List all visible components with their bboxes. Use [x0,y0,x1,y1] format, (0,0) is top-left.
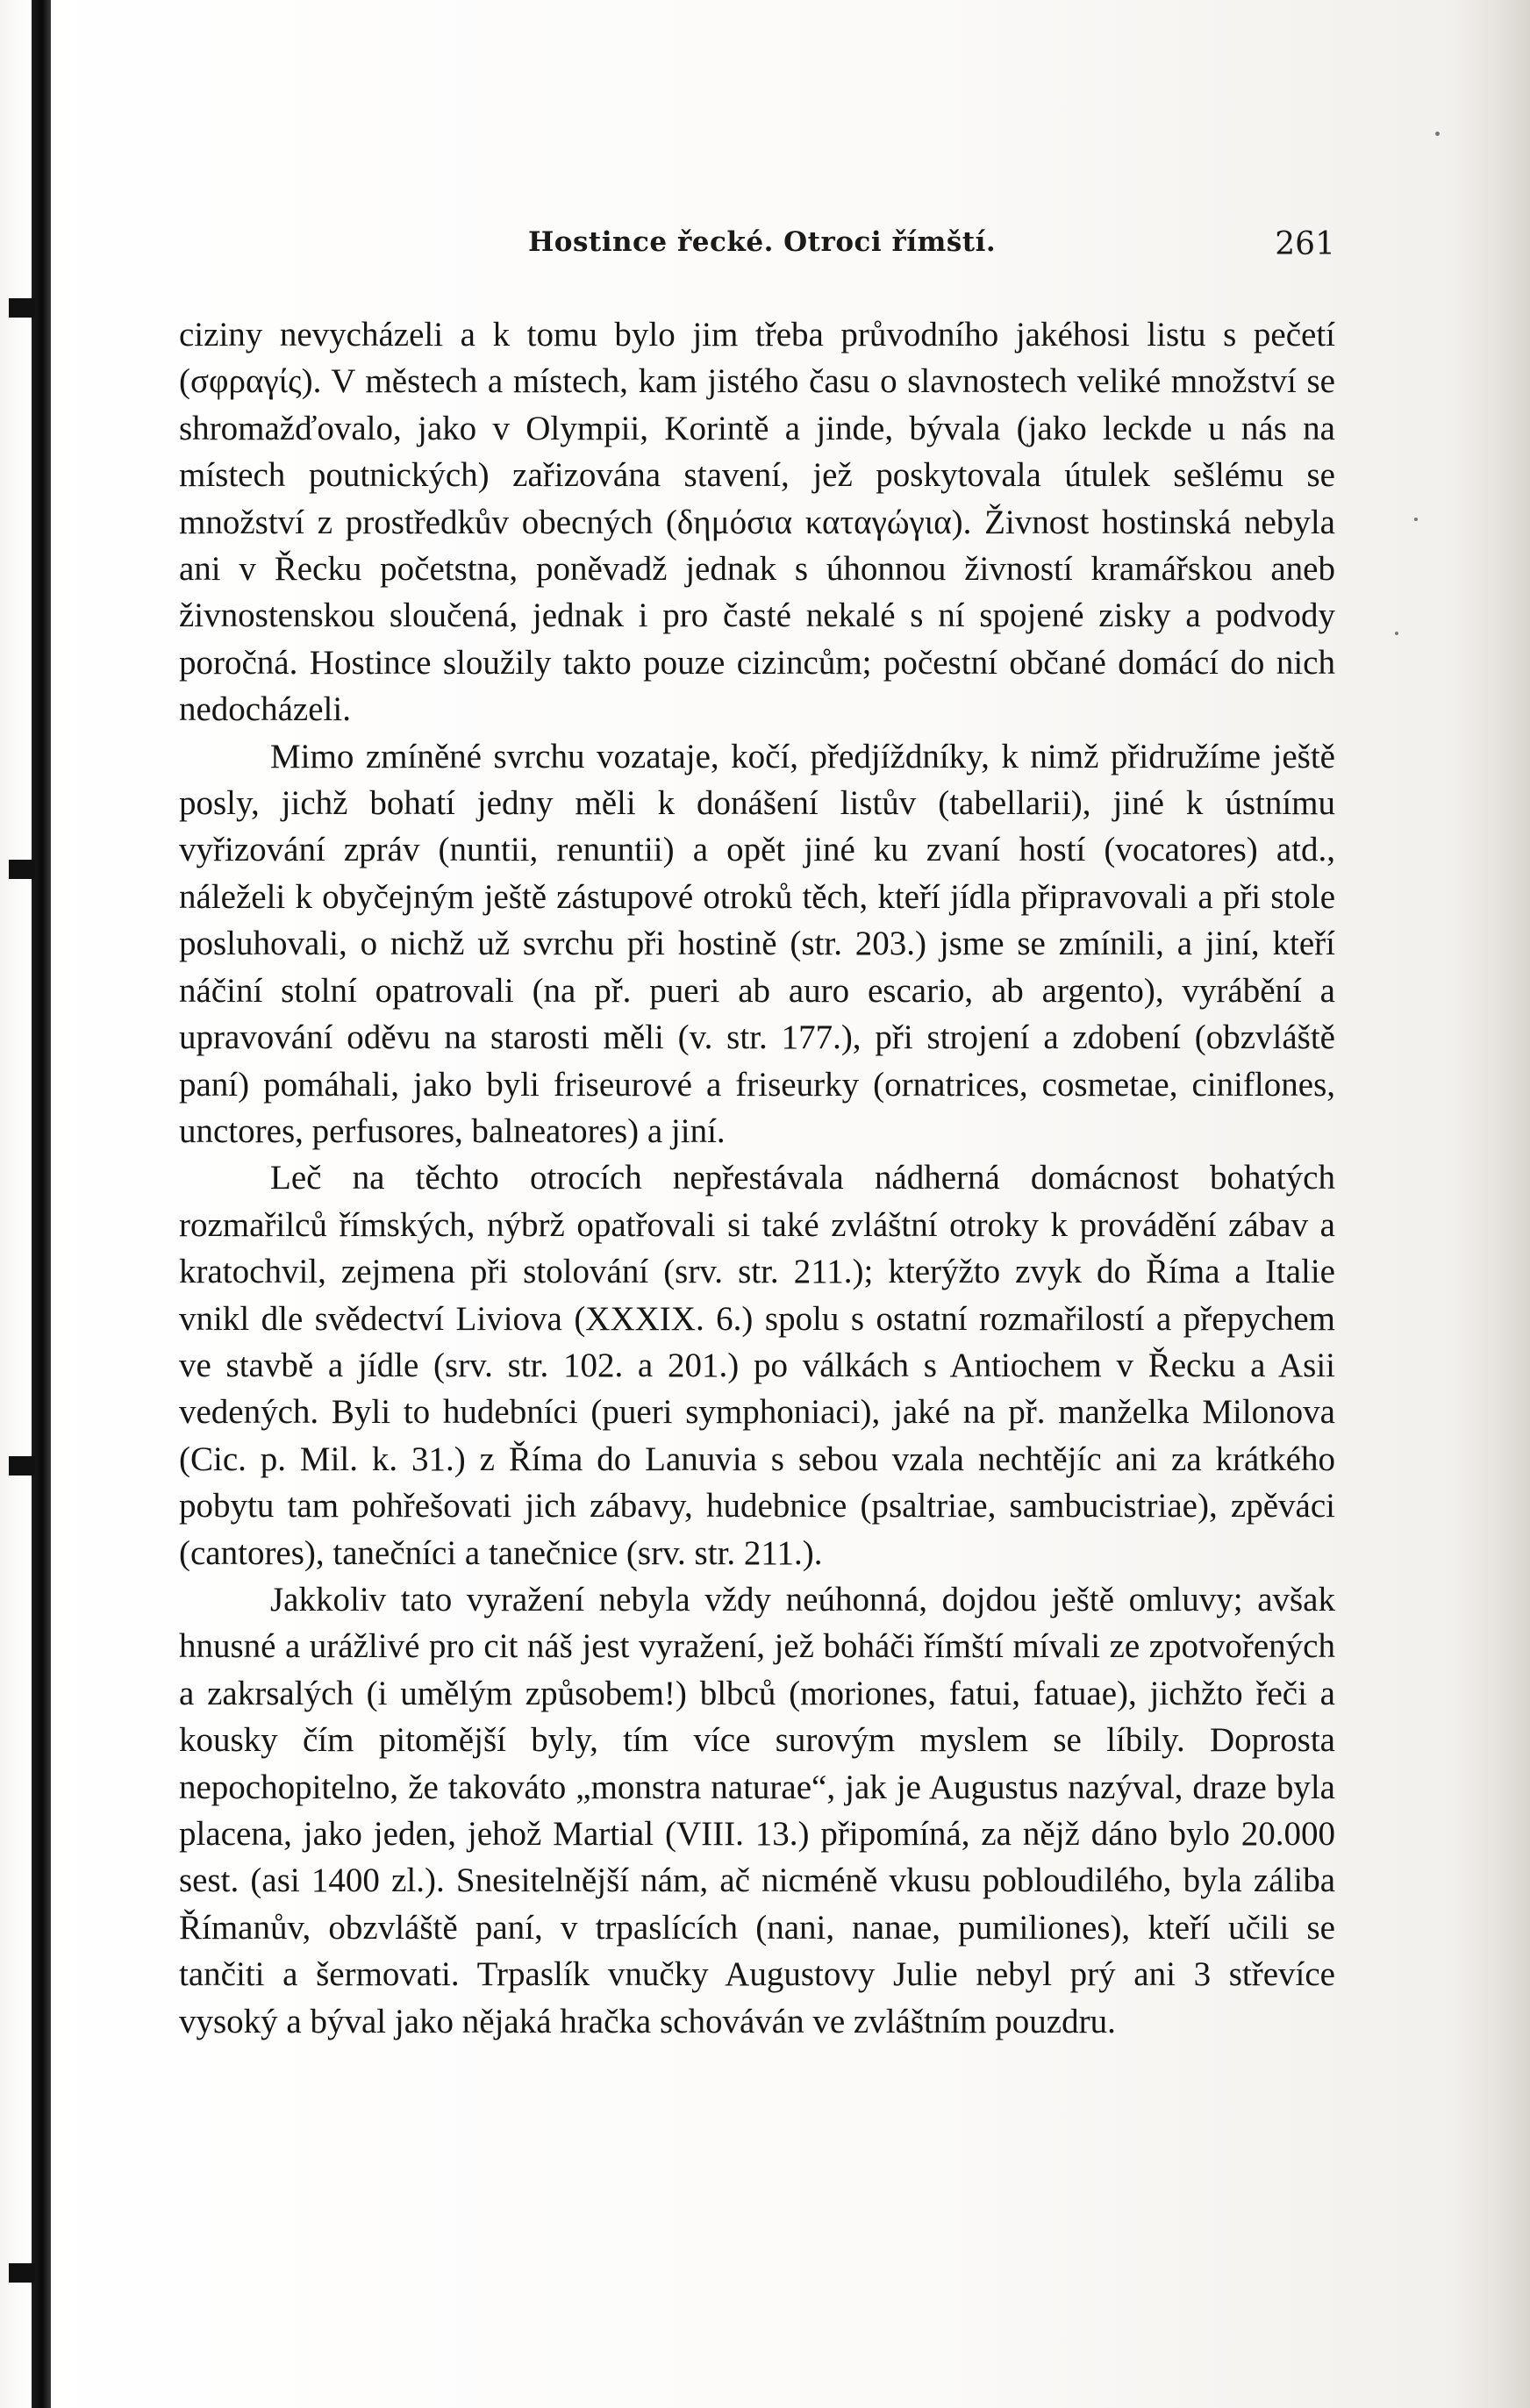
paper-speck [1395,632,1398,635]
paragraph: ciziny nevycházeli a k tomu bylo jim třeba průvodního jakéhosi listu s pečetí (σφραγίς). V městech a místech, kam jistého času o slavnostech veliké množství se shromažďovalo, jako v Olympii, Korintě a jinde, bývala (jako leckde u nás na místech poutnických) zařizována stavení, jež poskytovala útulek sešlému se množství z prostředkův obecných (δημόσια καταγώγια). Živnost hostinská nebyla ani v Řecku početstna, poněvadž jednak s úhonnou živností kramářskou aneb živnostenskou sloučená, jednak i pro časté nekalé s ní spojené zisky a podvody poročná. Hostince sloužily takto pouze cizincům; počestní občané domácí do nich nedocházeli. [179,316,1335,729]
paragraph: Mimo zmíněné svrchu vozataje, kočí, předjíždníky, k nimž přidružíme ještě posly, jichž bohatí jedny měli k donášení listův (tabellarii), jiné k ústnímu vyřizování zpráv (nuntii, renuntii) a opět jiné ku zvaní hostí (vocatores) atd., náleželi k obyčejným ještě zástupové otroků těch, kteří jídla připravovali a při stole posluhovali, o nichž už svrchu při hostině (str. 203.) jsme se zmínili, a jiní, kteří náčiní stolní opatrovali (na př. pueri ab auro escario, ab argento), vyrábění a upravování oděvu na starosti měli (v. str. 177.), při strojení a zdobení (obzvláště paní) pomáhali, jako byli friseurové a friseurky (ornatrices, cosmetae, ciniflones, unctores, perfusores, balneatores) a jiní. [179,737,1335,1150]
binding-notch [9,1456,35,1476]
book-binding-shadow [32,0,51,2408]
binding-notch [9,860,35,879]
paragraph: Jakkoliv tato vyražení nebyla vždy neúhonná, dojdou ještě omluvy; avšak hnusné a urážlivé pro cit náš jest vyražení, jež boháči římští mívali ze zpotvořených a zakrsalých (i umělým způsobem!) blbců (moriones, fatui, fatuae), jichžto řeči a kousky čím pitomější byly, tím více surovým myslem se líbily. Doprosta nepochopitelno, že takováto „monstra naturae“, jak je Augustus nazýval, draze byla placena, jako jeden, jehož Martial (VIII. 13.) připomíná, za nějž dáno bylo 20.000 sest. (asi 1400 zl.). Snesitelnější nám, ač nicméně vkusu pobloudilého, byla záliba Římanův, obzvláště paní, v trpaslících (nani, nanae, pumiliones), kteří učili se tančiti a šermovati. Trpaslík vnučky Augustovy Julie nebyl prý ani 3 střevíce vysoký a býval jako nějaká hračka schováván ve zvláštním pouzdru. [179,1580,1335,2040]
body-text [179,311,1335,2045]
binding-notch [9,298,35,318]
running-header [177,226,1335,265]
binding-notch [9,2263,35,2283]
paper-speck [1435,132,1440,136]
page-left-margin [0,0,35,2408]
paper-speck [1414,518,1418,521]
running-title: Hostince řecké. Otroci římští. [528,226,997,258]
paragraph: Leč na těchto otrocích nepřestávala nádherná domácnost bohatých rozmařilců římských, nýbrž opatřovali si také zvláštní otroky k provádění zábav a kratochvil, zejmena při stolování (srv. str. 211.); kterýžto zvyk do Říma a Italie vnikl dle svědectví Liviova (XXXIX. 6.) spolu s ostatní rozmařilostí a přepychem ve stavbě a jídle (srv. str. 102. a 201.) po válkách s Antiochem v Řecku a Asii vedených. Byli to hudebníci (pueri symphoniaci), jaké na př. manželka Milonova (Cic. p. Mil. k. 31.) z Říma do Lanuvia s sebou vzala nechtějíc ani za krátkého pobytu tam pohřešovati jich zábavy, hudebnice (psaltriae, sambucistriae), zpěváci (cantores), tanečníci a tanečnice (srv. str. 211.). [179,1159,1335,1572]
page-right-edge-shadow [1451,0,1530,2408]
page-number: 261 [1275,226,1335,262]
